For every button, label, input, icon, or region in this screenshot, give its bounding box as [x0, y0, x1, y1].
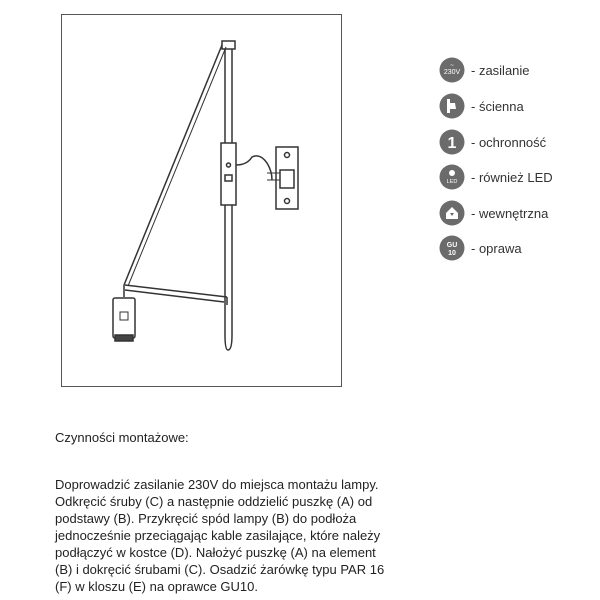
legend-label-power: - zasilanie: [471, 63, 530, 78]
svg-text:230V: 230V: [443, 69, 461, 76]
lamp-technical-drawing: [61, 14, 342, 387]
legend-row-gu10: [439, 235, 599, 265]
legend-row-wall: [439, 93, 599, 123]
diagonal-support-inner: [128, 47, 226, 286]
voltage-230v-icon: [439, 57, 465, 83]
legend-label-gu10: - oprawa: [471, 241, 522, 256]
legend-label-protection: - ochronność: [471, 135, 547, 150]
lamp-drawing-svg: [62, 15, 343, 388]
indoor-icon: [439, 200, 465, 226]
legend-row-led: [439, 164, 599, 194]
legend-row-power: [439, 57, 599, 87]
lamp-bottom: [115, 335, 133, 341]
legend-row-protection: [439, 129, 599, 159]
svg-text:~: ~: [450, 63, 454, 69]
section-title: Czynności montażowe:: [55, 430, 189, 445]
top-cap: [222, 41, 235, 49]
legend-label-wall: - ścienna: [471, 99, 524, 114]
svg-text:10: 10: [448, 250, 456, 257]
power-cable: [236, 156, 272, 180]
protection-class-icon: [439, 129, 465, 155]
wall-mount-icon: [439, 93, 465, 119]
svg-text:1: 1: [447, 135, 457, 152]
gu10-icon: [439, 235, 465, 261]
diagonal-support: [124, 45, 222, 285]
svg-text:GU: GU: [446, 242, 458, 249]
led-icon: [439, 164, 465, 190]
arm-bottom: [125, 290, 224, 302]
legend-label-led: - również LED: [471, 170, 553, 185]
arm-top: [125, 285, 227, 297]
lamp-shade: [113, 298, 135, 338]
svg-text:LED: LED: [446, 179, 458, 185]
mount-box: [221, 143, 236, 205]
pole-end: [225, 335, 232, 350]
legend-label-indoor: - wewnętrzna: [471, 206, 549, 221]
installation-instructions: Doprowadzić zasilanie 230V do miejsca montażu lampy. Odkręcić śruby (C) a następnie oddzielić puszkę (A) od podstawy (B). Przykręcić spód lampy (B) do podłoża jednocześnie przeciągając kable zasilające, które należy podłączyć w kostce (D). Nałożyć puszkę (A) na element (B) i dokręcić śrubami (C). Osadzić żarówkę typu PAR 16 (F) w kloszu (E) na oprawce GU10.: [55, 477, 385, 594]
legend-row-indoor: [439, 200, 599, 230]
